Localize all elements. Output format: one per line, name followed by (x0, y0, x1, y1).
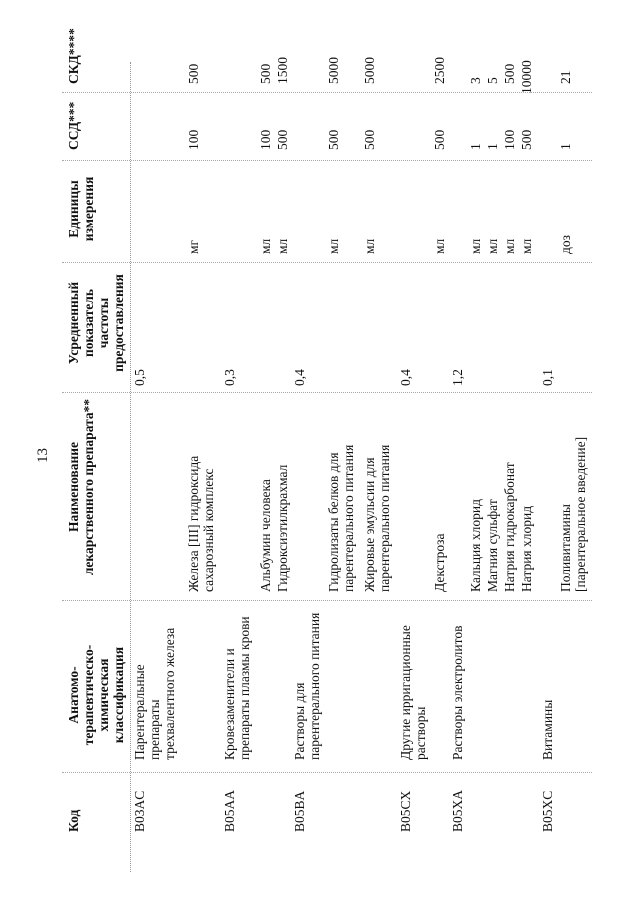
row-divider (62, 772, 592, 773)
drug-name: Декстроза (432, 533, 447, 592)
row-frequency: 0,4 (398, 369, 413, 386)
drug-ssd: 100 (502, 129, 517, 150)
drug-unit: мл (362, 238, 377, 254)
drug-name: Поливитамины [парентеральное введение] (558, 436, 588, 592)
row-code: B05BA (292, 790, 307, 832)
drug-name: Гидролизаты белков для парентерального питания (326, 444, 356, 592)
drug-name: Магния сульфат (485, 499, 500, 592)
drug-unit: доз (558, 235, 573, 254)
row-code: B03AC (132, 790, 147, 832)
row-frequency: 0,3 (222, 369, 237, 386)
drug-ssd: 100 (258, 129, 273, 150)
row-code: B05XA (450, 789, 465, 832)
drug-ssd: 500 (519, 129, 534, 150)
row-atc: Парентеральные препараты трехвалентного железа (132, 627, 177, 760)
header-skd: СКД**** (66, 28, 81, 84)
row-code: B05CX (398, 790, 413, 832)
drug-skd: 500 (502, 63, 517, 84)
drug-skd: 5000 (326, 57, 341, 84)
drug-unit: мл (519, 238, 534, 254)
drug-ssd: 1 (558, 143, 573, 150)
drug-name: Железа [III] гидроксида сахарозный комплекс (186, 455, 216, 592)
row-frequency: 0,1 (540, 369, 555, 386)
drug-ssd: 500 (432, 129, 447, 150)
row-divider (62, 600, 592, 601)
header-drug-name: Наименование лекарственного препарата** (66, 398, 96, 576)
drug-unit: мл (258, 238, 273, 254)
drug-unit: мл (502, 238, 517, 254)
drug-skd: 10000 (519, 60, 534, 94)
drug-ssd: 500 (362, 129, 377, 150)
header-frequency: Усредненный показатель частоты предоставления (66, 274, 126, 372)
drug-skd: 500 (186, 63, 201, 84)
drug-unit: мг (186, 239, 201, 254)
row-atc: Растворы для парентерального питания (292, 612, 322, 760)
row-code: B05XC (540, 790, 555, 832)
drug-skd: 5 (485, 77, 500, 84)
drug-skd: 21 (558, 70, 573, 84)
header-atc: Анатомо- терапевтическо- химическая классификация (66, 644, 126, 746)
row-atc: Витамины (540, 699, 555, 760)
row-frequency: 0,4 (292, 369, 307, 386)
drug-ssd: 1 (485, 143, 500, 150)
drug-ssd: 1 (468, 143, 483, 150)
header-code: Код (66, 809, 81, 832)
drug-name: Натрия хлорид (519, 505, 534, 592)
row-divider (62, 262, 592, 263)
drug-skd: 500 (258, 63, 273, 84)
drug-name: Кальция хлорид (468, 499, 483, 592)
drug-ssd: 100 (186, 129, 201, 150)
drug-skd: 3 (468, 77, 483, 84)
row-atc: Растворы электролитов (450, 625, 465, 760)
header-ssd: ССД*** (66, 101, 81, 150)
drug-skd: 5000 (362, 57, 377, 84)
drug-unit: мл (485, 238, 500, 254)
drug-skd: 1500 (275, 57, 290, 84)
row-frequency: 1,2 (450, 369, 465, 386)
drug-name: Натрия гидрокарбонат (502, 462, 517, 592)
column-divider (130, 62, 131, 872)
drug-unit: мл (432, 238, 447, 254)
drug-unit: мл (468, 238, 483, 254)
row-divider (62, 92, 592, 93)
drug-name: Гидроксиэтилкрахмал (275, 464, 290, 592)
drug-ssd: 500 (326, 129, 341, 150)
drug-skd: 2500 (432, 57, 447, 84)
drug-unit: мл (275, 238, 290, 254)
drug-name: Альбумин человека (258, 479, 273, 592)
drug-ssd: 500 (275, 129, 290, 150)
drug-unit: мл (326, 238, 341, 254)
row-frequency: 0,5 (132, 369, 147, 386)
row-atc: Кровезаменители и препараты плазмы крови (222, 616, 252, 760)
drug-name: Жировые эмульсии для парентерального питания (362, 444, 392, 592)
row-divider (62, 160, 592, 161)
row-divider (62, 392, 592, 393)
row-atc: Другие ирригационные растворы (398, 625, 428, 760)
header-units: Единицы измерения (66, 176, 96, 242)
row-code: B05AA (222, 789, 237, 832)
page-number: 13 (35, 448, 51, 463)
